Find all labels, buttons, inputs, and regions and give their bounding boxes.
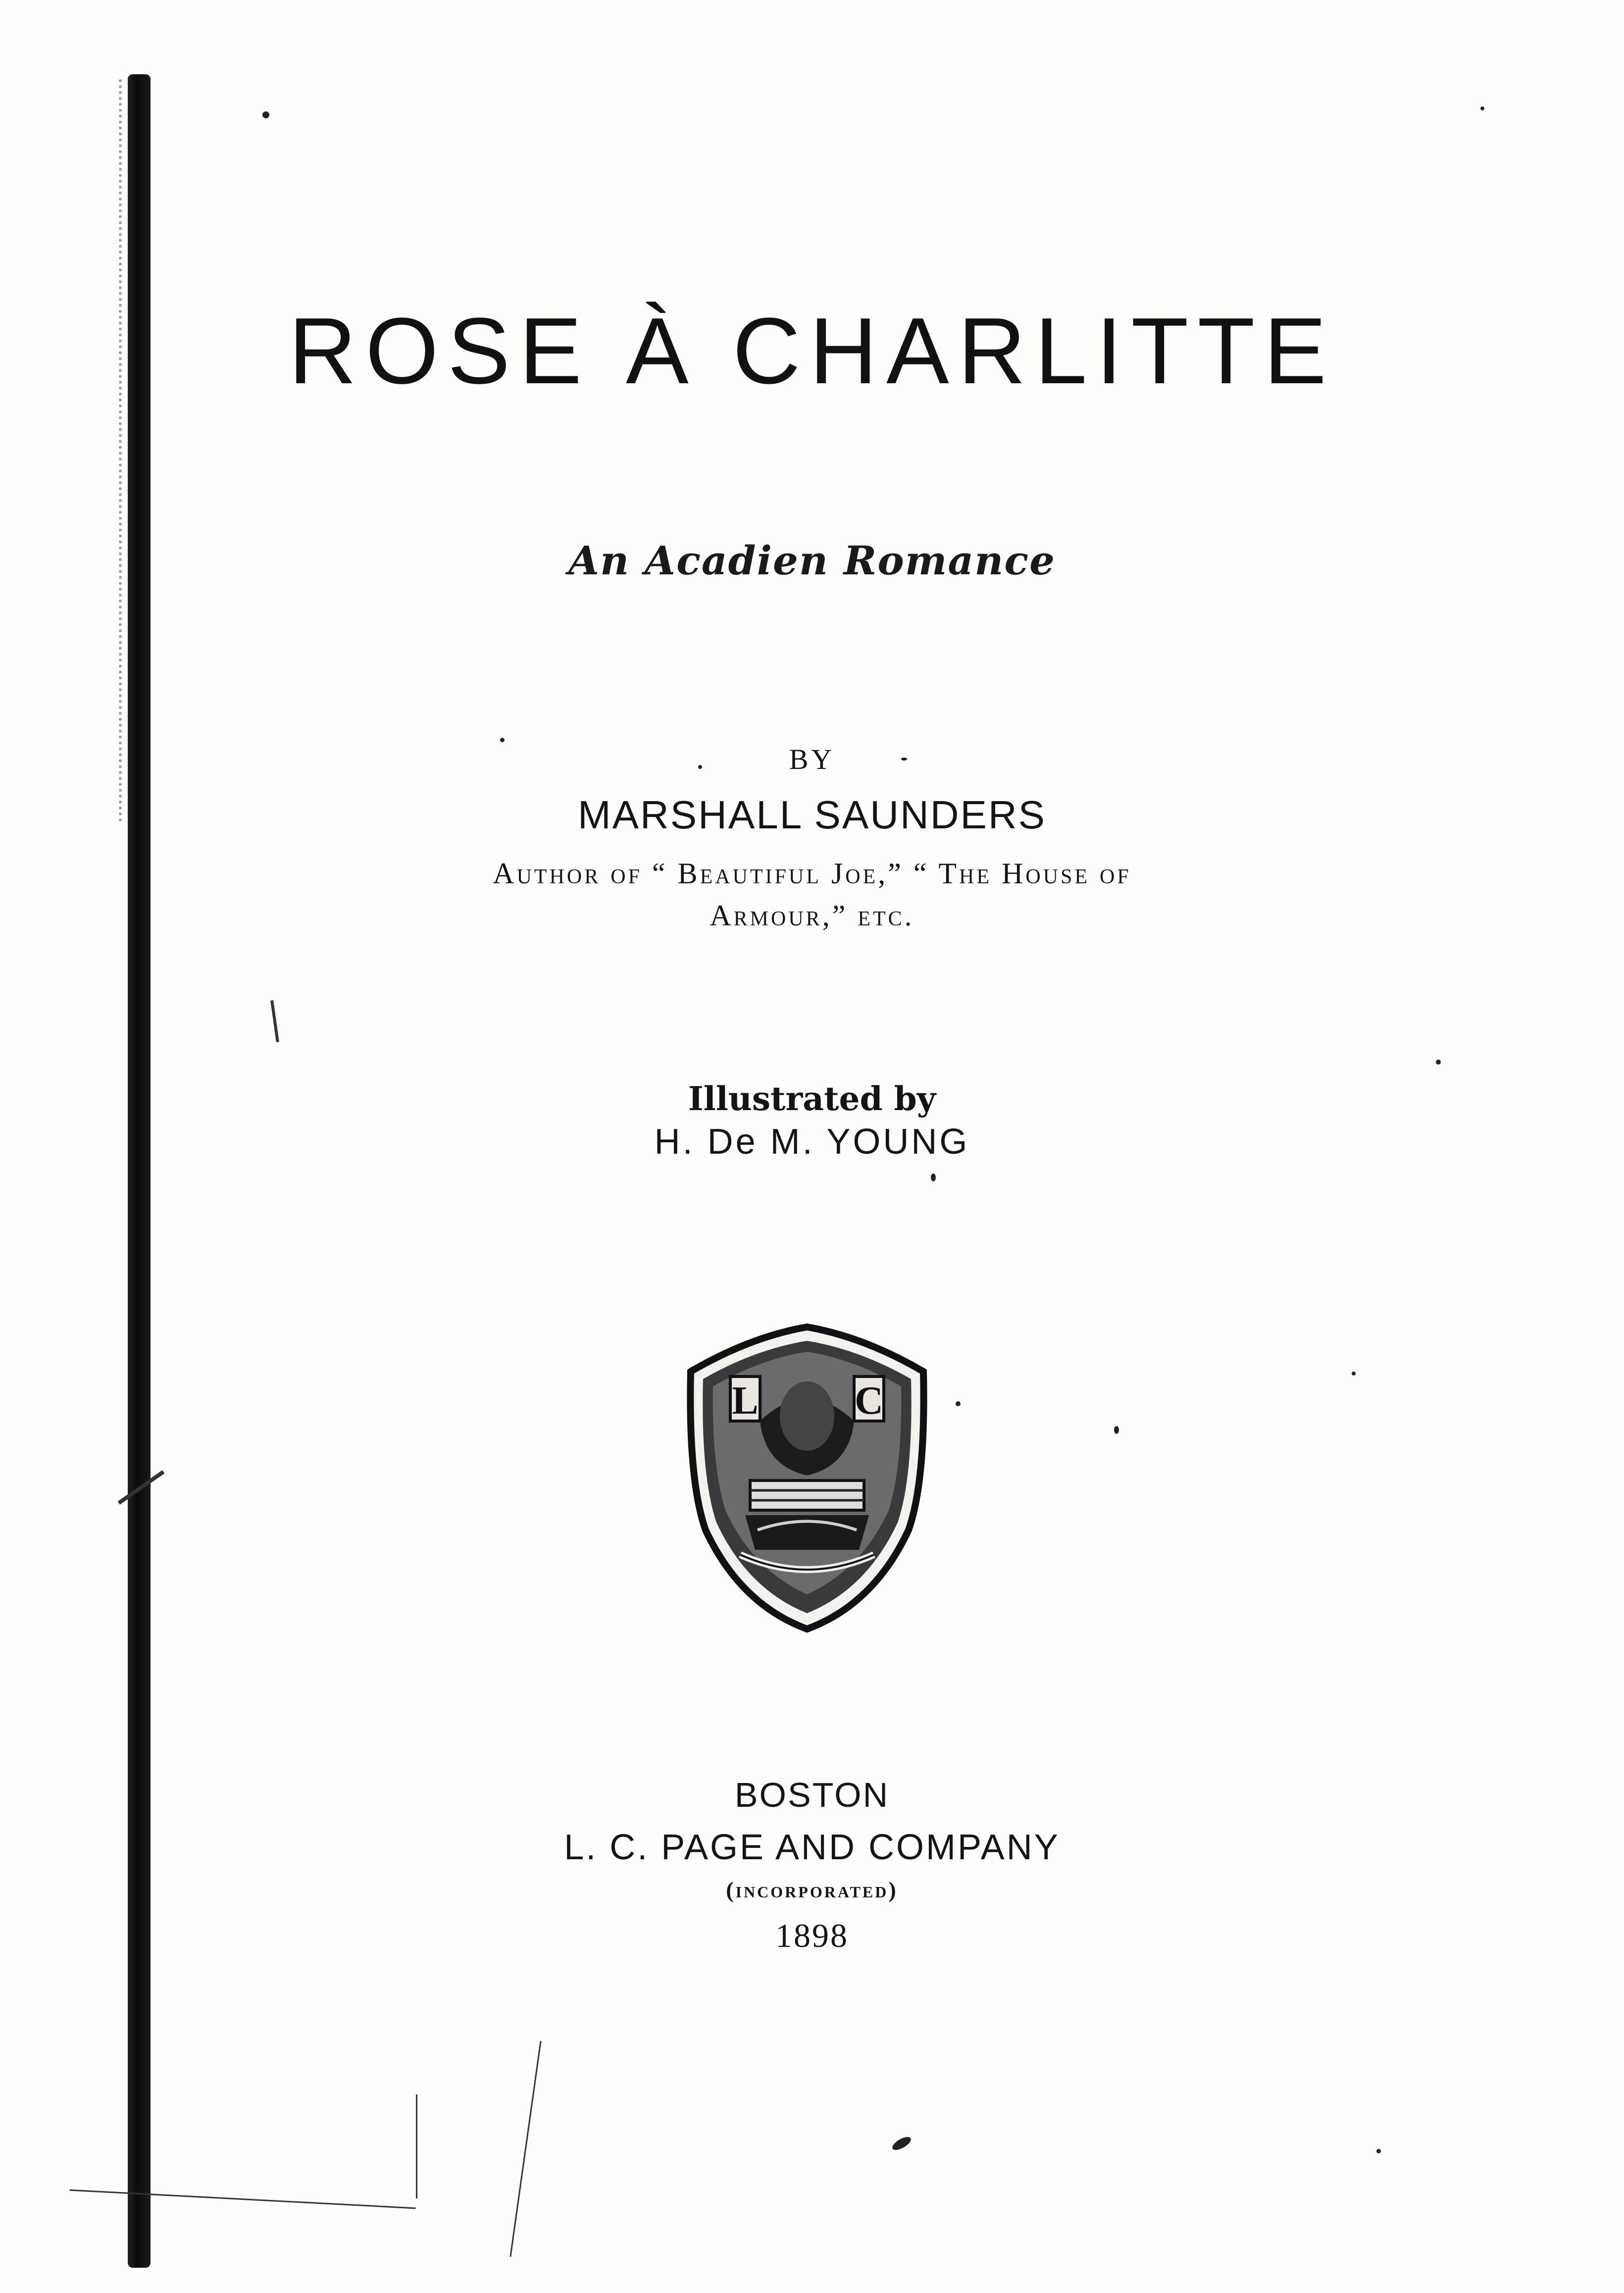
imprint-publisher: L. C. PAGE AND COMPANY [564,1828,1060,1867]
scan-mark [509,2041,541,2257]
binding-edge [119,79,132,822]
scan-mark [270,1000,279,1042]
author-credits-line2: Armour,” etc. [710,899,914,932]
imprint-city: BOSTON [734,1776,890,1814]
crest-initial-right: C [855,1379,883,1423]
scan-speck [1376,2149,1381,2153]
scan-mark [416,2094,417,2198]
scan-speck [1114,1426,1119,1434]
scan-speck [901,758,907,761]
scan-speck [890,2135,913,2153]
author-name: MARSHALL SAUNDERS [577,793,1047,837]
scan-speck [262,111,269,118]
imprint-status: (incorporated) [726,1877,898,1902]
illustrated-by-label: Illustrated by [688,1079,936,1118]
illustrator-name: H. De M. YOUNG [654,1122,970,1162]
scan-speck [1436,1060,1441,1065]
author-credits-line1: Author of “ Beautiful Joe,” “ The House of [493,857,1131,890]
publisher-crest-icon [676,1317,938,1634]
scan-speck [956,1401,961,1406]
scan-speck [698,765,702,769]
scan-speck [931,1173,936,1181]
crest-initial-left: L [732,1379,759,1423]
book-subtitle: An Acadien Romance [568,537,1056,584]
scan-mark [69,2190,415,2209]
by-line: BY [789,743,835,775]
scan-speck [1352,1372,1356,1376]
scan-speck [500,738,505,742]
book-title: ROSE À CHARLITTE [288,299,1336,404]
imprint-year: 1898 [775,1917,849,1954]
scan-speck [1480,106,1484,110]
